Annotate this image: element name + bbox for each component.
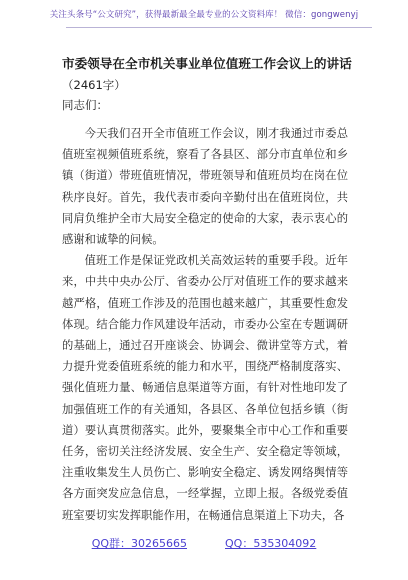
header-banner: 关注头条号“公文研究”，获得最新最全最专业的公文资料库！ 微信：gongwenyj [49, 10, 359, 20]
footer-contact [0, 535, 408, 551]
body-paragraph-1: 今天我们召开全市值班工作会议，刚才我通过市委总值班室视频值班系统，察看了各县区、部分市直单位和乡镇（街道）带班值班情况，带班领导和值班员均在岗在位秩序良好。首先，我代表市委向辛勤付出在值班岗位，共同肩负维护全市大局安全稳定的使命的大家，表示衷心的感谢和诚挚的问候。 [62, 127, 348, 247]
footer-qq-group: QQ群：30265665 [91, 537, 187, 550]
document-title: 市委领导在全市机关事业单位值班工作会议上的讲话 [62, 56, 352, 71]
header-divider [66, 27, 372, 28]
document-body [62, 123, 348, 526]
salutation: 同志们： [62, 98, 108, 112]
word-count: （2461字） [62, 78, 126, 92]
body-paragraph-2: 值班工作是保证党政机关高效运转的重要手段。近年来，中共中央办公厅、省委办公厅对值班工作的要求越来越严格，值班工作涉及的范围也越来越广，其重要性愈发体现。结合能力作风建设年活动，市委办公室在专题调研的基础上，通过召开座谈会、协调会、微讲堂等方式，着力提升党委值班系统的能力和水平，围绕严格制度落实、强化值班力量、畅通信息渠道等方面，有针对性地印发了加强值班工作的有关通知，各县区、各单位包括乡镇（街道）要认真贯彻落实。此外，要聚集全市中心工作和重要任务，密切关注经济发展、安全生产、安全稳定等领域，注重收集发生人员伤亡、影响安全稳定、诱发网络舆情等各方面突发应急信息，一经掌握，立即上报。各级党委值班室要切实发挥职能作用，在畅通信息渠道上下功夫，各 [62, 254, 348, 522]
footer-qq: QQ：535304092 [225, 537, 317, 550]
